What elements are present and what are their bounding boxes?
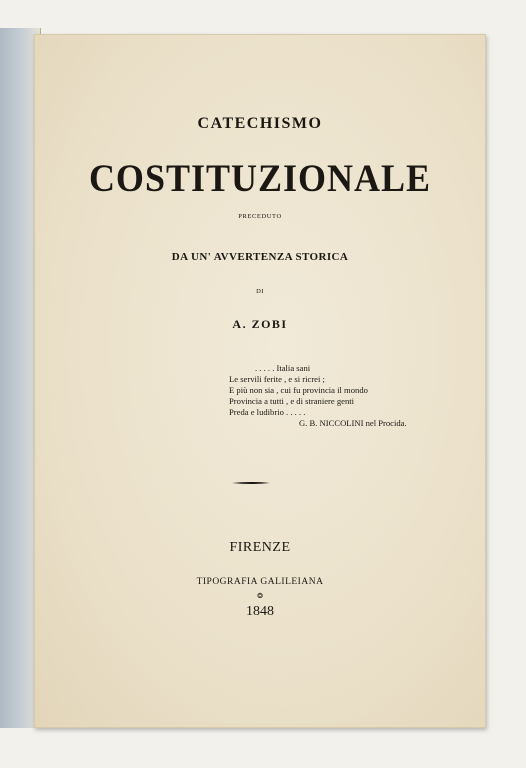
title-prefix: CATECHISMO <box>197 115 323 132</box>
year: 1848 <box>246 604 274 619</box>
epigraph-line: Le servili ferite , e si ricrei ; <box>229 374 325 384</box>
epigraph-line: Provincia a tutti , e di straniere genti <box>229 396 355 406</box>
separator-rule-icon <box>232 481 270 485</box>
epigraph-line: E più non sia , cui fu provincia il mondo <box>229 385 368 395</box>
epigraph-line: . . . . . Italia sani <box>255 363 311 373</box>
city: FIRENZE <box>229 540 291 555</box>
ornament-icon: ❂ <box>257 592 263 600</box>
epigraph-attribution: G. B. NICCOLINI nel Procida. <box>299 418 407 428</box>
subtitle: DA UN' AVVERTENZA STORICA <box>171 251 349 263</box>
preceded-label: PRECEDUTO <box>238 213 282 220</box>
epigraph <box>229 363 409 429</box>
by-label: DI <box>256 288 264 295</box>
epigraph-line: Preda e ludibrio . . . . . <box>229 407 306 417</box>
title-page <box>34 34 486 728</box>
author-name: A. ZOBI <box>232 317 288 331</box>
publisher: TIPOGRAFIA GALILEIANA <box>196 577 324 587</box>
main-title: COSTITUZIONALE <box>88 156 432 200</box>
